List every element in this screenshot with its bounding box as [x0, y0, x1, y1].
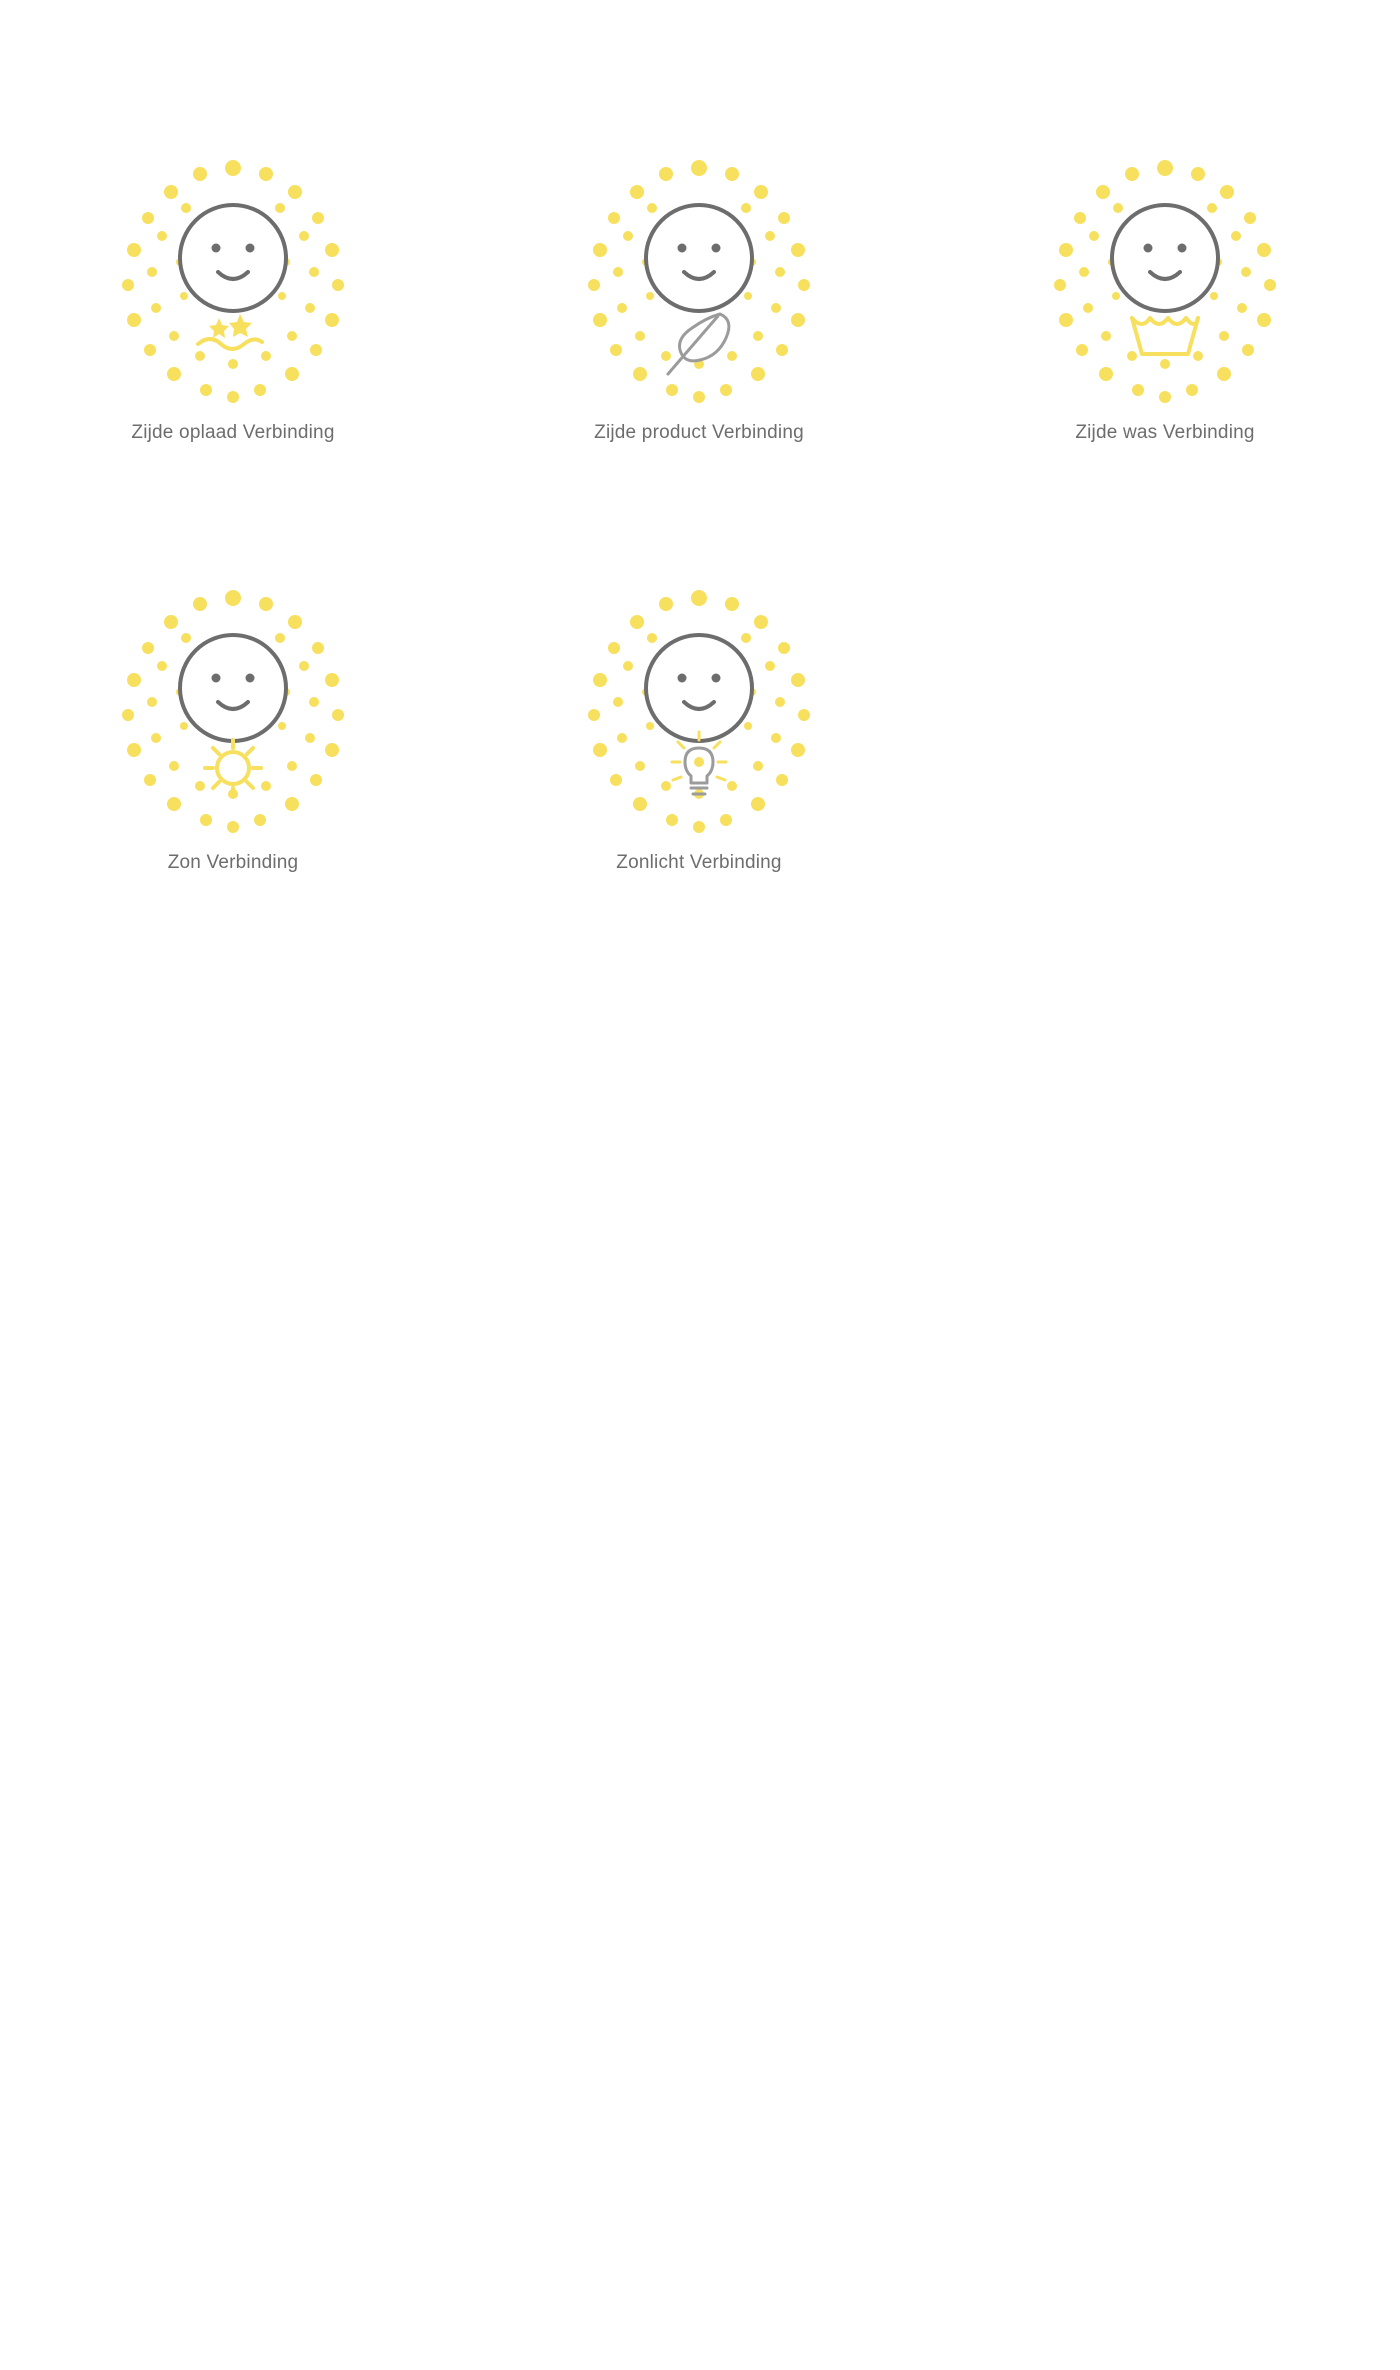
icon-card-zijde-product-verbinding[interactable] — [466, 150, 932, 580]
sun-face-with-sun-icon — [83, 580, 383, 860]
sun-face-with-lightbulb-icon — [549, 580, 849, 860]
icon-card-zonlicht-verbinding[interactable] — [466, 580, 932, 1010]
icon-card-zijde-was-verbinding[interactable] — [932, 150, 1398, 580]
sun-face-with-wash-tub-icon — [1015, 150, 1315, 430]
icon-caption: Zijde product Verbinding — [594, 422, 804, 443]
icon-caption: Zijde oplaad Verbinding — [131, 422, 335, 443]
icon-caption: Zonlicht Verbinding — [616, 852, 782, 873]
sun-face-with-stars-and-wave-icon — [83, 150, 383, 430]
icon-card-zijde-oplaad-verbinding[interactable] — [0, 150, 466, 580]
icon-caption: Zijde was Verbinding — [1075, 422, 1255, 443]
icon-card-zon-verbinding[interactable] — [0, 580, 466, 1010]
icon-caption: Zon Verbinding — [167, 852, 299, 873]
icon-grid — [0, 150, 1400, 1010]
sun-face-with-feather-icon — [549, 150, 849, 430]
